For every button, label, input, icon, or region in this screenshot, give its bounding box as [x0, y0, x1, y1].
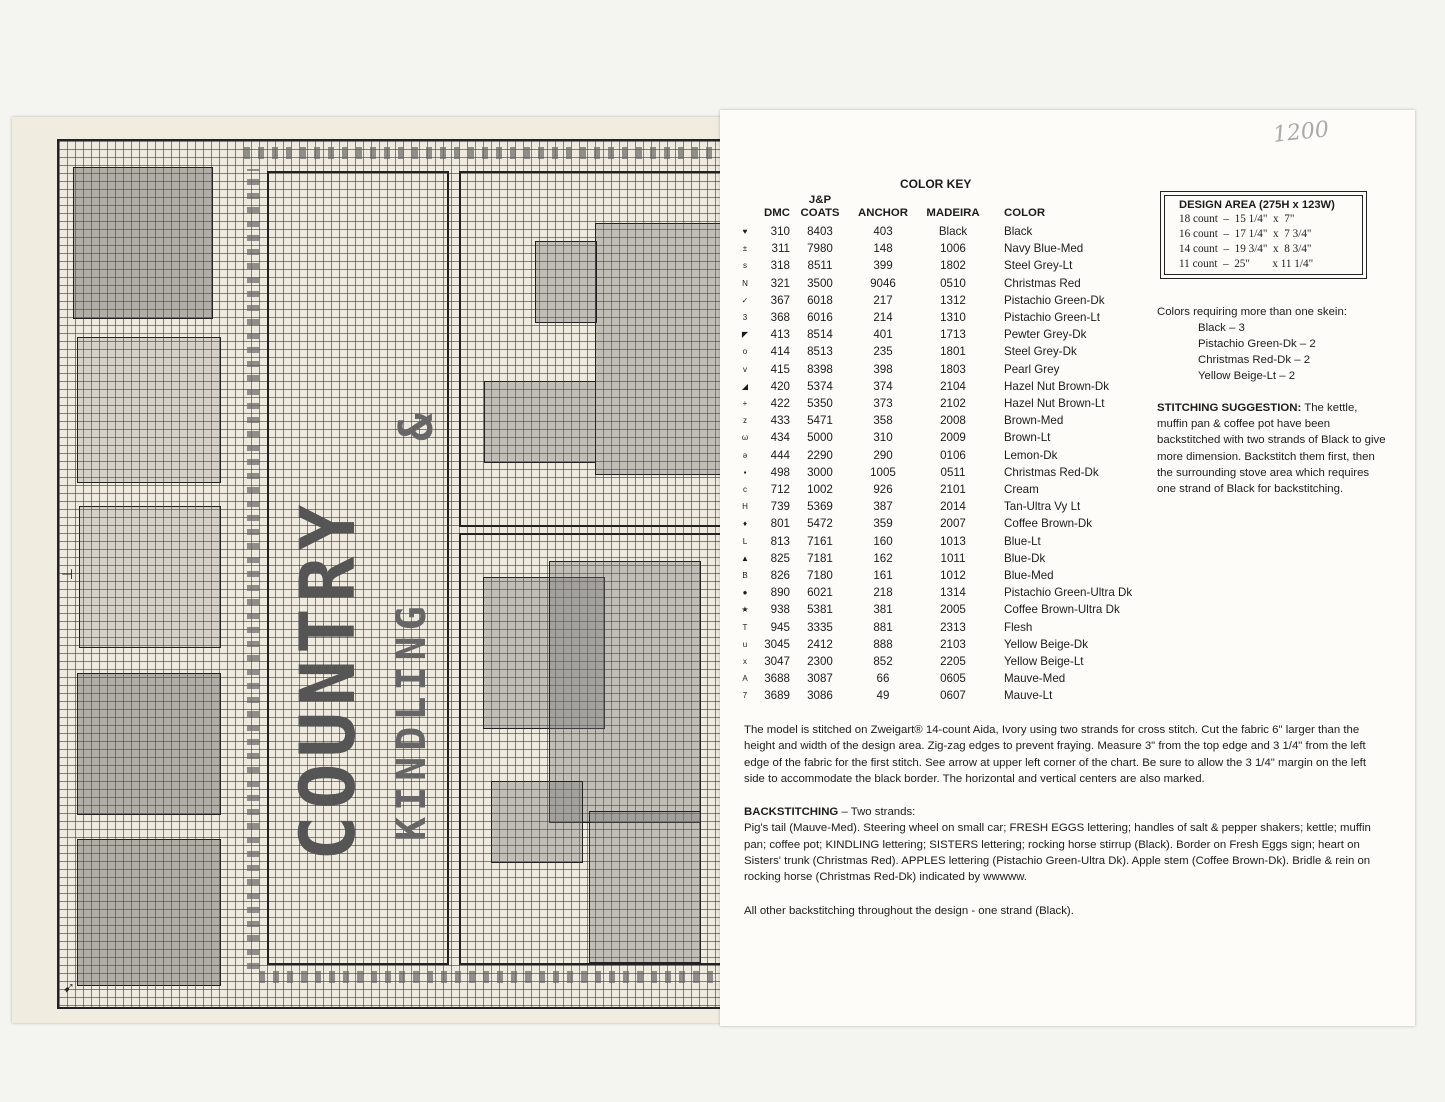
skein-item: Christmas Red-Dk – 2: [1198, 354, 1311, 366]
row-dmc: 434: [770, 431, 790, 445]
color-key-row: [736, 601, 1132, 618]
skein-requirements: [1157, 304, 1347, 384]
row-dmc: 367: [770, 293, 790, 307]
row-jp-coats: 5369: [807, 500, 833, 514]
row-anchor: 217: [873, 293, 893, 307]
row-symbol-icon: u: [742, 639, 748, 649]
chart-block-1: [73, 167, 213, 319]
color-key-row: [736, 309, 1132, 326]
row-color: Yellow Beige-Dk: [1004, 637, 1088, 651]
color-key-row: [736, 567, 1132, 584]
row-color: Yellow Beige-Lt: [1004, 655, 1084, 669]
row-anchor: 398: [873, 362, 893, 376]
row-anchor: 66: [876, 672, 890, 686]
row-dmc: 3689: [764, 689, 790, 703]
other-backstitching: All other backstitching throughout the design - one strand (Black).: [744, 904, 1074, 917]
chart-block-2: [77, 337, 221, 483]
backstitching-text: Pig's tail (Mauve-Med). Steering wheel on small car; FRESH EGGS lettering; handles of salt & pepper shakers; kettle; muffin pan; coffee pot; KINDLING lettering; SISTERS lettering; rocking horse stirrup (Black). Border on Fresh Eggs sign; heart on Sisters' trunk (Christmas Red). APPLES lettering (Pistachio Green-Ultra Dk). Apple stem (Coffee Brown-Dk). Bridle & rein on rocking horse (Christmas Red-Dk) indicated by wwwww.: [744, 822, 1371, 884]
row-jp-coats: 5350: [807, 397, 833, 411]
row-dmc: 825: [770, 551, 790, 565]
zigzag-border-left: [247, 169, 259, 969]
row-madeira: 2205: [940, 655, 966, 669]
header-madeira: MADEIRA: [926, 207, 980, 219]
row-jp-coats: 3500: [807, 276, 833, 290]
chart-toy-house: [589, 811, 701, 963]
row-anchor: 235: [873, 345, 893, 359]
color-key-row: [736, 275, 1132, 292]
row-symbol-icon: 3: [742, 313, 748, 323]
color-key-header: [736, 194, 1132, 223]
row-jp-coats: 5381: [807, 603, 833, 617]
row-jp-coats: 2412: [807, 637, 833, 651]
row-jp-coats: 8403: [807, 225, 833, 238]
row-anchor: 403: [873, 225, 893, 238]
row-madeira: 2101: [940, 483, 966, 497]
row-jp-coats: 3335: [807, 620, 833, 634]
row-dmc: 801: [770, 517, 790, 531]
color-key-row: [736, 326, 1132, 343]
design-area-line: 11 count – 25" x 11 1/4": [1179, 258, 1314, 270]
row-madeira: 1310: [940, 311, 966, 325]
pencil-price-note: 1200: [1271, 117, 1331, 148]
chart-block-4: [77, 673, 221, 815]
row-jp-coats: 6018: [807, 293, 833, 307]
row-anchor: 49: [876, 689, 890, 703]
row-anchor: 881: [873, 620, 893, 634]
row-jp-coats: 6016: [807, 311, 833, 325]
chart-kettle: [535, 241, 597, 323]
row-madeira: 1012: [940, 569, 966, 583]
row-jp-coats: 8398: [807, 362, 833, 376]
zigzag-border-bottom: [259, 971, 724, 983]
row-madeira: 1713: [940, 328, 966, 342]
color-key-row: [736, 619, 1132, 636]
row-dmc: 310: [770, 225, 790, 238]
row-madeira: 1013: [940, 534, 966, 548]
row-symbol-icon: ◢: [741, 381, 749, 391]
row-madeira: 2103: [940, 637, 966, 651]
color-key-title: COLOR KEY: [900, 177, 972, 191]
color-key-rows: [736, 223, 1132, 705]
row-madeira: 2102: [940, 397, 966, 411]
row-color: Christmas Red-Dk: [1004, 465, 1099, 479]
fabric-instructions: The model is stitched on Zweigart® 14-count Aida, Ivory using two strands for cross stitch. Cut the fabric 6" larger than the height and width of the design area. Zig-zag edges to prevent fraying. Measure 3" from the top edge and 3 1/4" from the left edge of the fabric for the first stitch. See arrow at upper left corner of the chart. Be sure to allow the 3 1/4" margin on the left side to accommodate the black border. The horizontal and vertical centers are also marked.: [744, 724, 1366, 785]
row-symbol-icon: s: [743, 261, 747, 271]
row-madeira: Black: [938, 225, 968, 238]
row-madeira: 2005: [940, 603, 966, 617]
row-anchor: 160: [873, 534, 893, 548]
row-symbol-icon: L: [742, 536, 748, 546]
center-mark-icon: ⊣: [61, 566, 74, 582]
color-key-row: [736, 636, 1132, 653]
color-key-row: [736, 584, 1132, 601]
row-symbol-icon: z: [743, 416, 747, 426]
row-anchor: 358: [873, 414, 893, 428]
skein-item: Pistachio Green-Dk – 2: [1198, 338, 1316, 350]
row-color: Christmas Red: [1004, 276, 1081, 290]
row-anchor: 359: [873, 517, 893, 531]
row-dmc: 712: [770, 483, 790, 497]
row-color: Pewter Grey-Dk: [1004, 328, 1087, 342]
row-madeira: 1801: [940, 345, 966, 359]
row-madeira: 1006: [940, 242, 966, 256]
row-color: Brown-Lt: [1004, 431, 1051, 445]
row-anchor: 161: [873, 569, 893, 583]
design-area-inner: [1164, 195, 1363, 275]
chart-coffee-pot: [484, 381, 596, 463]
row-jp-coats: 7180: [807, 569, 833, 583]
row-color: Cream: [1004, 483, 1039, 497]
chart-word-kindling: KINDLING: [389, 600, 435, 841]
row-anchor: 387: [873, 500, 893, 514]
row-color: Mauve-Lt: [1004, 689, 1053, 703]
chart-pig: [491, 781, 583, 863]
row-dmc: 3688: [764, 672, 790, 686]
header-dmc: DMC: [764, 207, 790, 219]
row-symbol-icon: T: [742, 622, 748, 632]
backstitching-label-suffix: – Two strands:: [838, 806, 916, 819]
row-color: Mauve-Med: [1004, 672, 1066, 686]
row-symbol-icon: x: [743, 657, 747, 667]
row-jp-coats: 8514: [807, 328, 833, 342]
row-madeira: 2008: [940, 414, 966, 428]
row-anchor: 926: [873, 483, 893, 497]
row-color: Blue-Dk: [1004, 551, 1046, 565]
chart-stove: [595, 223, 728, 475]
design-area-line: 18 count – 15 1/4" x 7": [1179, 213, 1295, 225]
skein-item: Yellow Beige-Lt – 2: [1198, 370, 1296, 382]
row-color: Steel Grey-Dk: [1004, 345, 1077, 359]
row-madeira: 1803: [940, 362, 966, 376]
row-anchor: 888: [873, 637, 893, 651]
row-dmc: 938: [770, 603, 790, 617]
row-color: Blue-Med: [1004, 569, 1054, 583]
row-jp-coats: 3087: [807, 672, 833, 686]
color-key-row: [736, 515, 1132, 532]
row-anchor: 310: [873, 431, 893, 445]
row-color: Hazel Nut Brown-Lt: [1004, 397, 1105, 411]
row-anchor: 148: [873, 242, 893, 256]
row-color: Pistachio Green-Lt: [1004, 311, 1101, 325]
row-madeira: 2313: [940, 620, 966, 634]
row-dmc: 498: [770, 465, 790, 479]
color-key-row: [736, 378, 1132, 395]
row-madeira: 2014: [940, 500, 966, 514]
row-dmc: 415: [770, 362, 790, 376]
color-key-row: [736, 498, 1132, 515]
row-anchor: 290: [873, 448, 893, 462]
chart-block-5: [77, 839, 221, 986]
row-madeira: 2104: [940, 379, 966, 393]
row-color: Brown-Med: [1004, 414, 1064, 428]
row-madeira: 1314: [940, 586, 966, 600]
row-madeira: 0106: [940, 448, 966, 462]
start-arrow-icon: ➹: [63, 979, 75, 995]
design-area-line: 14 count – 19 3/4" x 8 3/4": [1179, 243, 1312, 255]
row-symbol-icon: ▲: [741, 553, 749, 563]
row-madeira: 0511: [940, 465, 966, 479]
instructions-notes: [744, 722, 1376, 919]
stitching-suggestion-label: STITCHING SUGGESTION:: [1157, 402, 1302, 414]
row-madeira: 2009: [940, 431, 966, 445]
row-jp-coats: 7181: [807, 551, 833, 565]
row-symbol-icon: c: [743, 485, 747, 495]
chart-word-country: COUNTRY: [283, 498, 372, 861]
backstitching-label: BACKSTITCHING: [744, 806, 839, 819]
row-symbol-icon: ə: [742, 450, 748, 460]
color-key-row: [736, 533, 1132, 550]
color-key-row: [736, 395, 1132, 412]
color-key-row: [736, 550, 1132, 567]
row-jp-coats: 5471: [807, 414, 833, 428]
row-symbol-icon: ▪: [743, 467, 747, 477]
row-madeira: 0510: [940, 276, 966, 290]
row-dmc: 311: [771, 242, 790, 256]
row-jp-coats: 2290: [807, 448, 833, 462]
row-color: Hazel Nut Brown-Dk: [1004, 379, 1110, 393]
row-anchor: 381: [873, 603, 893, 617]
row-symbol-icon: ★: [741, 605, 749, 615]
row-anchor: 214: [873, 311, 893, 325]
color-key-row: [736, 412, 1132, 429]
color-key-row: [736, 481, 1132, 498]
row-symbol-icon: v: [743, 364, 747, 374]
row-jp-coats: 8513: [807, 345, 833, 359]
color-key-row: [736, 361, 1132, 378]
row-madeira: 1312: [940, 293, 966, 307]
row-jp-coats: 5472: [807, 517, 833, 531]
row-jp-coats: 7980: [807, 242, 833, 256]
cross-stitch-chart: [57, 139, 728, 1009]
row-color: Steel Grey-Lt: [1004, 259, 1073, 273]
row-dmc: 813: [770, 534, 790, 548]
row-jp-coats: 2300: [807, 655, 833, 669]
row-jp-coats: 8511: [807, 259, 833, 273]
row-symbol-icon: ♦: [742, 519, 748, 529]
row-symbol-icon: ●: [742, 588, 748, 598]
design-area-title: DESIGN AREA (275H x 123W): [1179, 199, 1335, 211]
design-area-box: [1160, 191, 1367, 279]
row-dmc: 420: [770, 379, 790, 393]
row-jp-coats: 5000: [807, 431, 833, 445]
row-color: Pistachio Green-Ultra Dk: [1004, 586, 1133, 600]
row-anchor: 162: [873, 551, 893, 565]
row-dmc: 414: [770, 345, 790, 359]
row-madeira: 1011: [940, 551, 966, 565]
color-key-table: [736, 194, 1132, 705]
row-color: Coffee Brown-Dk: [1004, 517, 1093, 531]
row-symbol-icon: ✓: [741, 295, 749, 305]
row-dmc: 368: [770, 311, 790, 325]
stitching-suggestion: [1157, 400, 1389, 497]
row-symbol-icon: o: [742, 347, 748, 357]
row-color: Pistachio Green-Dk: [1004, 293, 1105, 307]
backstitching-heading: [744, 804, 1376, 820]
color-key-row: [736, 653, 1132, 670]
row-symbol-icon: A: [742, 674, 748, 684]
row-madeira: 1802: [940, 259, 966, 273]
row-symbol-icon: ω: [741, 433, 749, 443]
row-symbol-icon: 7: [742, 691, 748, 701]
header-jp-line1: J&P: [808, 194, 832, 206]
chart-page: [12, 117, 724, 1023]
stitching-suggestion-text: The kettle, muffin pan & coffee pot have been backstitched with two strands of Black to give more dimension. Backstitch them first, then the surrounding stove area which requires one strand of Black for backstitching.: [1157, 402, 1386, 496]
header-color: COLOR: [1004, 207, 1046, 219]
row-dmc: 444: [770, 448, 790, 462]
header-anchor: ANCHOR: [858, 207, 908, 219]
chart-block-3: [79, 506, 221, 648]
row-dmc: 826: [770, 569, 790, 583]
row-dmc: 3047: [764, 655, 790, 669]
row-jp-coats: 5374: [807, 379, 833, 393]
row-color: Navy Blue-Med: [1004, 242, 1084, 256]
row-dmc: 321: [770, 276, 790, 290]
row-color: Coffee Brown-Ultra Dk: [1004, 603, 1120, 617]
row-anchor: 401: [873, 328, 893, 342]
color-key-row: [736, 464, 1132, 481]
row-madeira: 0605: [940, 672, 966, 686]
row-color: Lemon-Dk: [1004, 448, 1058, 462]
row-symbol-icon: ♥: [742, 227, 748, 236]
row-dmc: 890: [770, 586, 790, 600]
row-color: Flesh: [1004, 620, 1033, 634]
row-dmc: 945: [770, 620, 790, 634]
row-jp-coats: 6021: [807, 586, 833, 600]
row-color: Black: [1004, 225, 1033, 238]
row-anchor: 9046: [870, 276, 896, 290]
zigzag-border-top: [244, 147, 724, 159]
row-dmc: 739: [770, 500, 790, 514]
row-jp-coats: 3000: [807, 465, 833, 479]
row-symbol-icon: N: [742, 278, 748, 288]
header-symbol: [736, 194, 754, 223]
row-anchor: 218: [873, 586, 893, 600]
row-anchor: 852: [873, 655, 893, 669]
row-madeira: 2007: [940, 517, 966, 531]
color-key-row: [736, 223, 1132, 240]
color-key-row: [736, 343, 1132, 360]
skein-item: Black – 3: [1198, 322, 1245, 334]
row-dmc: 413: [770, 328, 790, 342]
chart-ampersand: &: [389, 407, 443, 441]
row-jp-coats: 1002: [807, 483, 833, 497]
color-key-row: [736, 429, 1132, 446]
row-jp-coats: 3086: [807, 689, 833, 703]
row-anchor: 1005: [870, 465, 896, 479]
row-dmc: 433: [770, 414, 790, 428]
row-jp-coats: 7161: [807, 534, 833, 548]
color-key-row: [736, 292, 1132, 309]
row-madeira: 0607: [940, 689, 966, 703]
row-dmc: 422: [770, 397, 790, 411]
instructions-page: [720, 110, 1415, 1026]
header-jp-coats: [790, 194, 850, 223]
row-color: Blue-Lt: [1004, 534, 1041, 548]
row-symbol-icon: B: [742, 571, 748, 581]
row-symbol-icon: ◤: [741, 330, 749, 340]
skein-heading: Colors requiring more than one skein:: [1157, 306, 1347, 318]
row-anchor: 374: [873, 379, 893, 393]
row-symbol-icon: ±: [742, 244, 748, 254]
design-area-line: 16 count – 17 1/4" x 7 3/4": [1179, 228, 1312, 240]
row-anchor: 373: [873, 397, 893, 411]
row-dmc: 318: [770, 259, 790, 273]
row-dmc: 3045: [764, 637, 790, 651]
color-key-row: [736, 687, 1132, 704]
color-key-row: [736, 447, 1132, 464]
row-anchor: 399: [873, 259, 893, 273]
color-key-row: [736, 240, 1132, 257]
row-color: Tan-Ultra Vy Lt: [1004, 500, 1081, 514]
header-jp-line2: COATS: [800, 207, 840, 219]
color-key-row: [736, 257, 1132, 274]
color-key-row: [736, 670, 1132, 687]
row-symbol-icon: +: [742, 399, 748, 409]
row-symbol-icon: H: [742, 502, 748, 512]
row-color: Pearl Grey: [1004, 362, 1060, 376]
